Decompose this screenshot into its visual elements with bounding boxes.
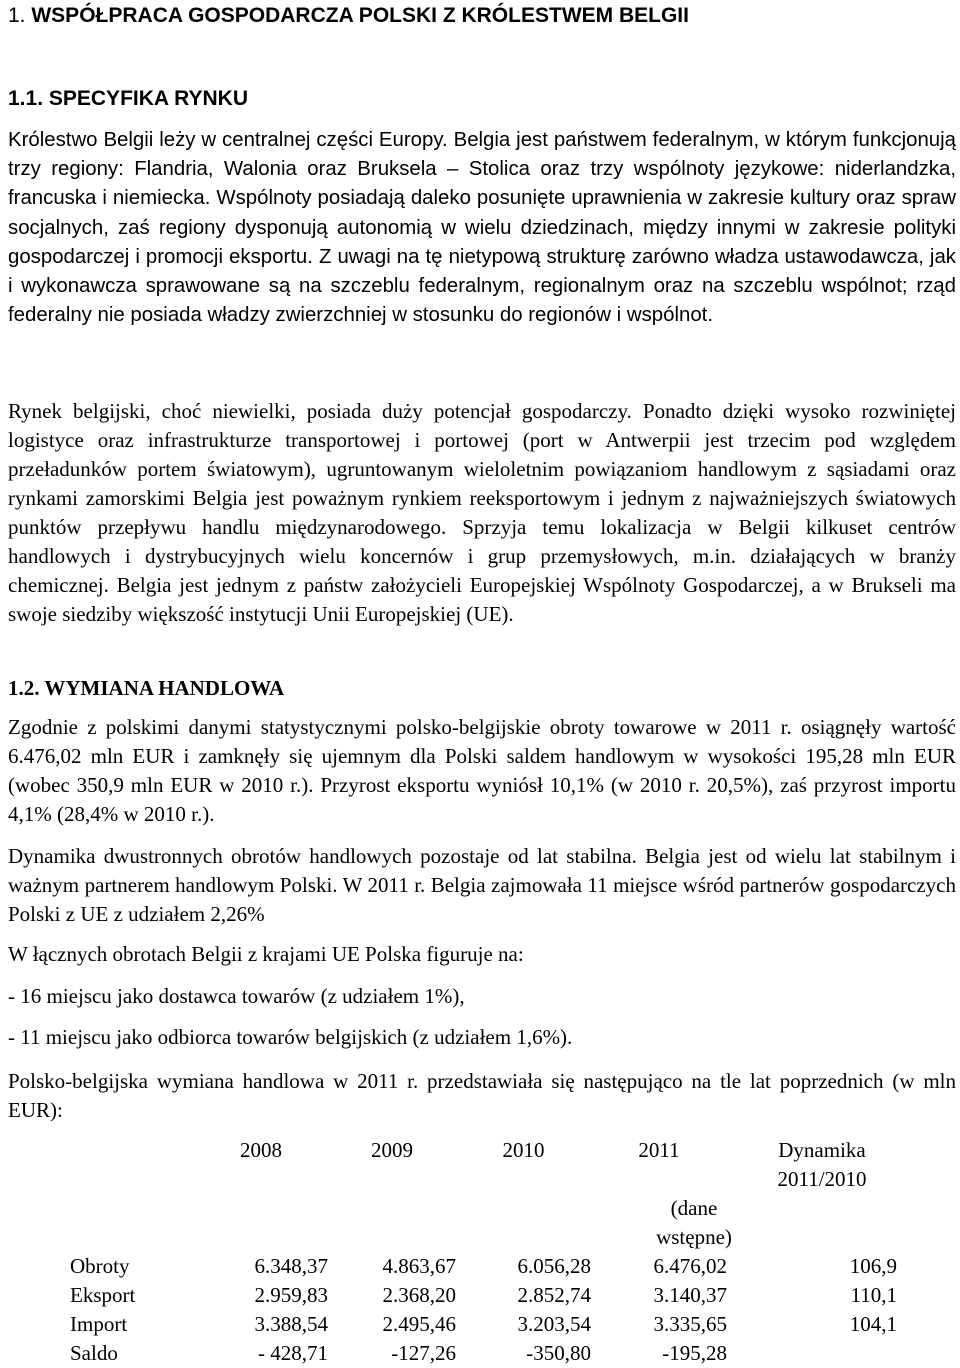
trade-volume-paragraph: Zgodnie z polskimi danymi statystycznymi polsko-belgijskie obroty towarowe w 2011 r. osiągnęły wartość 6.476,02 mln EUR i zamknęły się ujemnym dla Polski saldem handlowym w wysokości 195,28 mln EUR (wobec 350,9 mln EUR w 2010 r.). Przyrost eksportu wyniósł 10,1% (w 2010 r. 20,5%), zaś przyrost importu 4,1% (28,4% w 2010 r.).	[8, 715, 956, 826]
table-cell: -350,80	[526, 1341, 591, 1365]
trade-table	[70, 1136, 897, 1368]
market-specifics-paragraph: Królestwo Belgii leży w centralnej części Europy. Belgia jest państwem federalnym, w którym funkcjonują trzy regiony: Flandria, Walonia oraz Bruksela – Stolica oraz trzy wspólnoty językowe: niderlandzka, francuska i niemiecka. Wspólnoty posiadają daleko posunięte uprawnienia w zakresie kultury oraz spraw socjalnych, zaś regiony dysponują autonomią w wielu dziedzinach, między innymi w zakresie polityki gospodarczej i promocji eksportu. Z uwagi na tę nietypową strukturę zarówno władza ustawodawcza, jak i wykonawcza sprawowane są na szczeblu federalnym, regionalnym oraz na szczeblu wspólnot; rząd federalny nie posiada władzy zwierzchniej w stosunku do regionów i wspólnot.	[8, 129, 956, 327]
table-cell	[727, 1339, 897, 1368]
table-row	[70, 1339, 897, 1368]
table-header-cell: 2010	[502, 1138, 545, 1162]
trade-dynamics-paragraph: Dynamika dwustronnych obrotów handlowych pozostaje od lat stabilna. Belgia jest od wielu lat stabilnym i ważnym partnerem handlowym Polski. W 2011 r. Belgia zajmowała 11 miejsce wśród partnerów gospodarczych Polski z UE z udziałem 2,26%	[8, 844, 956, 926]
heading-title: WYMIANA HANDLOWA	[44, 676, 285, 700]
section-heading-1-2	[8, 676, 284, 701]
list-item-buyer: - 11 miejscu jako odbiorca towarów belgijskich (z udziałem 1,6%).	[8, 1025, 573, 1049]
table-cell: 3.203,54	[517, 1312, 591, 1336]
table-cell: 3.335,65	[653, 1312, 727, 1336]
heading-number: 1.	[8, 4, 26, 27]
heading-number: 1.2.	[8, 676, 40, 700]
list-item-supplier: - 16 miejscu jako dostawca towarów (z udziałem 1%),	[8, 984, 465, 1008]
table-cell: 2.852,74	[517, 1283, 591, 1307]
table-header-cell: 2009	[371, 1138, 413, 1162]
table-cell: 106,9	[849, 1254, 897, 1278]
table-cell: 4.863,67	[382, 1254, 456, 1278]
heading-title: WSPÓŁPRACA GOSPODARCZA POLSKI Z KRÓLESTWEM BELGII	[31, 4, 689, 27]
table-cell: Import	[70, 1312, 128, 1336]
table-cell: 6.056,28	[517, 1254, 591, 1278]
table-header-cell	[591, 1136, 732, 1252]
table-cell: -127,26	[391, 1341, 456, 1365]
table-cell: 2.959,83	[254, 1283, 328, 1307]
table-intro-paragraph: Polsko-belgijska wymiana handlowa w 2011 r. przedstawiała się następująco na tle lat poprzednich (w mln EUR):	[8, 1069, 956, 1122]
section-heading-1	[8, 4, 689, 28]
heading-title: SPECYFIKA RYNKU	[48, 87, 249, 110]
table-cell: 6.348,37	[254, 1254, 328, 1278]
table-header-cell: Dynamika 2011/2010	[777, 1138, 867, 1191]
table-header-note: (dane wstępne)	[656, 1196, 732, 1249]
table-header-year: 2011	[638, 1138, 680, 1162]
table-cell: 3.388,54	[254, 1312, 328, 1336]
table-cell: -195,28	[662, 1341, 727, 1365]
eu-ranking-intro: W łącznych obrotach Belgii z krajami UE Polska figuruje na:	[8, 942, 524, 966]
table-cell: 110,1	[850, 1283, 897, 1307]
table-row	[70, 1281, 897, 1310]
market-potential-paragraph: Rynek belgijski, choć niewielki, posiada duży potencjał gospodarczy. Ponadto dzięki wysoko rozwiniętej logistyce oraz infrastrukturze transportowej i portowej (port w Antwerpii jest trzecim pod względem przeładunków portem światowym), ugruntowanym wieloletnim powiązaniom handlowym z sąsiadami oraz rynkami zamorskimi Belgia jest poważnym rynkiem reeksportowym i jednym z najważniejszych światowych punktów przepływu handlu międzynarodowego. Sprzyja temu lokalizacja w Belgii kilkuset centrów handlowych i dystrybucyjnych wielu koncernów i grup przemysłowych, m.in. działających w branży chemicznej. Belgia jest jednym z państw założycieli Europejskiej Wspólnoty Gospodarczej, a w Brukseli ma swoje siedziby większość instytucji Unii Europejskiej (UE).	[8, 399, 956, 626]
table-cell: Eksport	[70, 1283, 136, 1307]
heading-number: 1.1.	[8, 87, 44, 110]
table-cell: Obroty	[70, 1254, 130, 1278]
table-row	[70, 1252, 897, 1281]
section-heading-1-1	[8, 87, 248, 111]
table-cell: Saldo	[70, 1341, 118, 1365]
table-cell: 6.476,02	[653, 1254, 727, 1278]
table-cell: 3.140,37	[653, 1283, 727, 1307]
table-cell: - 428,71	[258, 1341, 328, 1365]
table-row	[70, 1310, 897, 1339]
table-cell: 104,1	[849, 1312, 897, 1336]
table-cell: 2.368,20	[382, 1283, 456, 1307]
table-header-cell: 2008	[240, 1138, 282, 1162]
table-header-row	[70, 1136, 897, 1252]
table-cell: 2.495,46	[382, 1312, 456, 1336]
table-header-cell	[70, 1136, 194, 1252]
